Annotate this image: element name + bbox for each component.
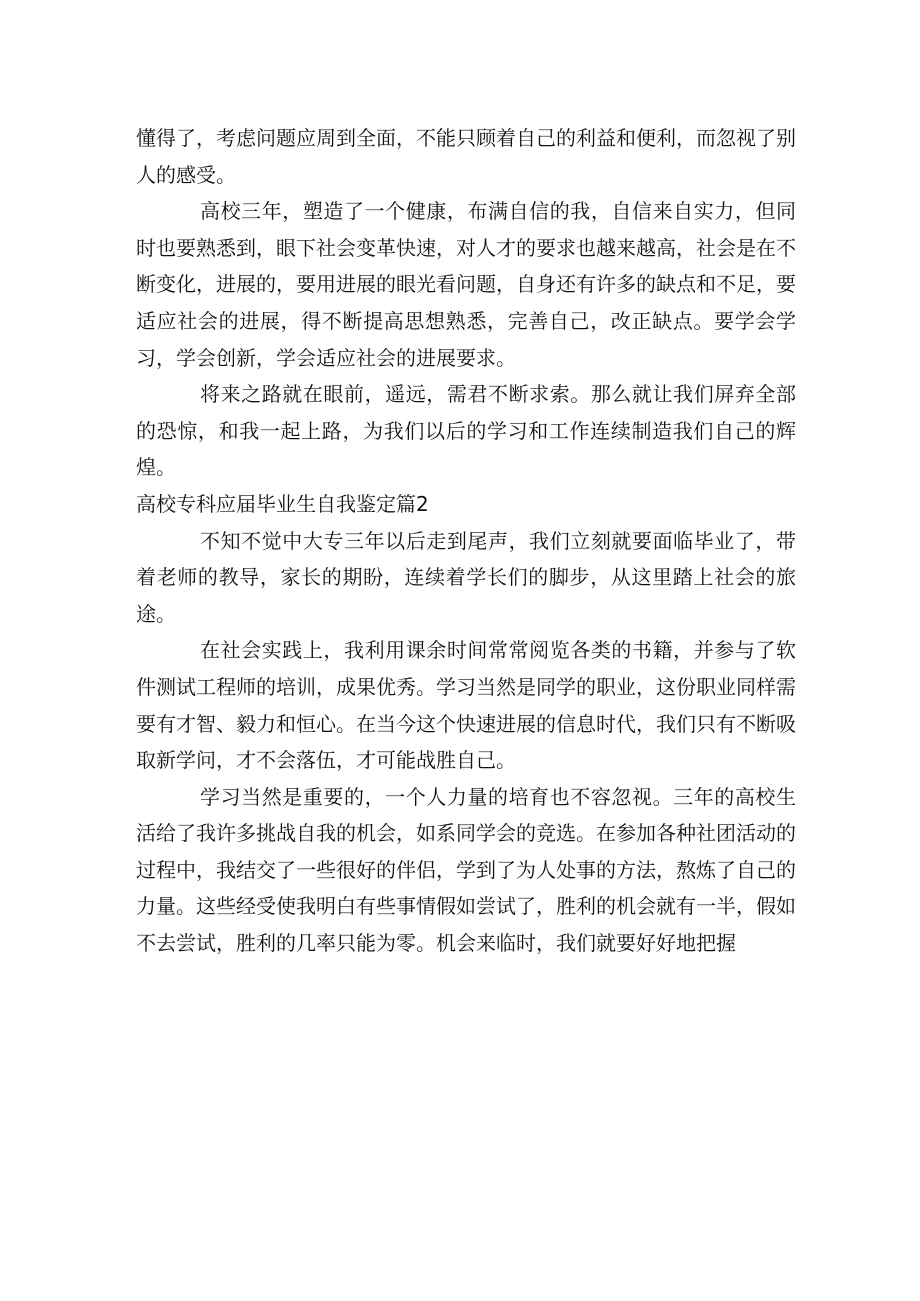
paragraph-continued: 懂得了，考虑问题应周到全面，不能只顾着自己的利益和便利，而忽视了别人的感受。 [136, 126, 796, 187]
paragraph: 学习当然是重要的，一个人力量的培育也不容忽视。三年的高校生活给了我许多挑战自我的机会，如系同学会的竞选。在参加各种社团活动的过程中，我结交了一些很好的伴侣，学到了为人处事的方法，熬炼了自己的力量。这些经受使我明白有些事情假如尝试了，胜利的机会就有一半，假如不去尝试，胜利的几率只能为零。机会来临时，我们就要好好地把握 [136, 784, 796, 956]
section-heading: 高校专科应届毕业生自我鉴定篇2 [136, 491, 429, 516]
paragraph: 将来之路就在眼前，遥远，需君不断求索。那么就让我们屏弃全部的恐惊，和我一起上路，为我们以后的学习和工作连续制造我们自己的辉煌。 [136, 382, 796, 480]
paragraph: 高校三年，塑造了一个健康，布满自信的我，自信来自实力，但同时也要熟悉到，眼下社会变革快速，对人才的要求也越来越高，社会是在不断变化，进展的，要用进展的眼光看问题，自身还有许多的缺点和不足，要适应社会的进展，得不断提高思想熟悉，完善自己，改正缺点。要学会学习，学会创新，学会适应社会的进展要求。 [136, 199, 796, 370]
paragraph: 在社会实践上，我利用课余时间常常阅览各类的书籍，并参与了软件测试工程师的培训，成果优秀。学习当然是同学的职业，这份职业同样需要有才智、毅力和恒心。在当今这个快速进展的信息时代，我们只有不断吸取新学问，才不会落伍，才可能战胜自己。 [136, 638, 796, 773]
paragraph: 不知不觉中大专三年以后走到尾声，我们立刻就要面临毕业了，带着老师的教导，家长的期盼，连续着学长们的脚步，从这里踏上社会的旅途。 [136, 528, 796, 626]
document-body [136, 120, 796, 962]
